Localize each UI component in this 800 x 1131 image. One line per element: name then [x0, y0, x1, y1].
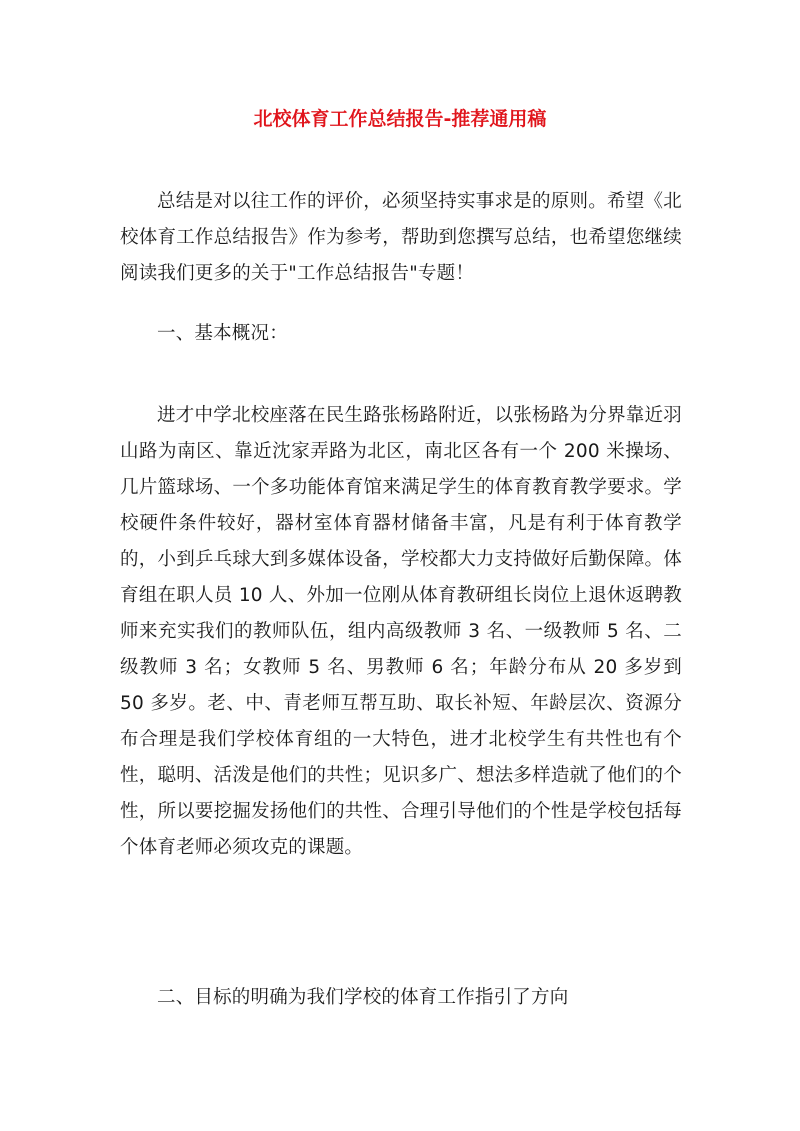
section-1-heading: 一、基本概况： — [157, 323, 288, 344]
document-title: 北校体育工作总结报告-推荐通用稿 — [253, 108, 547, 130]
section-2-heading: 二、目标的明确为我们学校的体育工作指引了方向 — [157, 987, 569, 1008]
section-1-body-paragraph: 进才中学北校座落在民生路张杨路附近，以张杨路为分界靠近羽山路为南区、靠近沈家弄路为北区，南北区各有一个 200 米操场、几片篮球场、一个多功能体育馆来满足学生的体育教育教学要求。学校硬件条件较好，器材室体育器材储备丰富，凡是有利于体育教学的，小到乒乓球大到多媒体设备，学校都大力支持做好后勤保障。体育组在职人员 10 人、外加一位刚从体育教研组长岗位上退休返聘教师来充实我们的教师队伍，组内高级教师 3 名、一级教师 5 名、二级教师 3 名；女教师 5 名、男教师 6 名；年龄分布从 20 多岁到 50 多岁。老、中、青老师互帮互助、取长补短、年龄层次、资源分布合理是我们学校体育组的一大特色，进才北校学生有共性也有个性，聪明、活泼是他们的共性；见识多广、想法多样造就了他们的个性，所以要挖掘发扬他们的共性、合理引导他们的个性是学校包括每个体育老师必须攻克的课题。 — [120, 405, 682, 858]
intro-paragraph: 总结是对以往工作的评价，必须坚持实事求是的原则。希望《北校体育工作总结报告》作为参考，帮助到您撰写总结，也希望您继续阅读我们更多的关于"工作总结报告"专题！ — [120, 191, 682, 284]
